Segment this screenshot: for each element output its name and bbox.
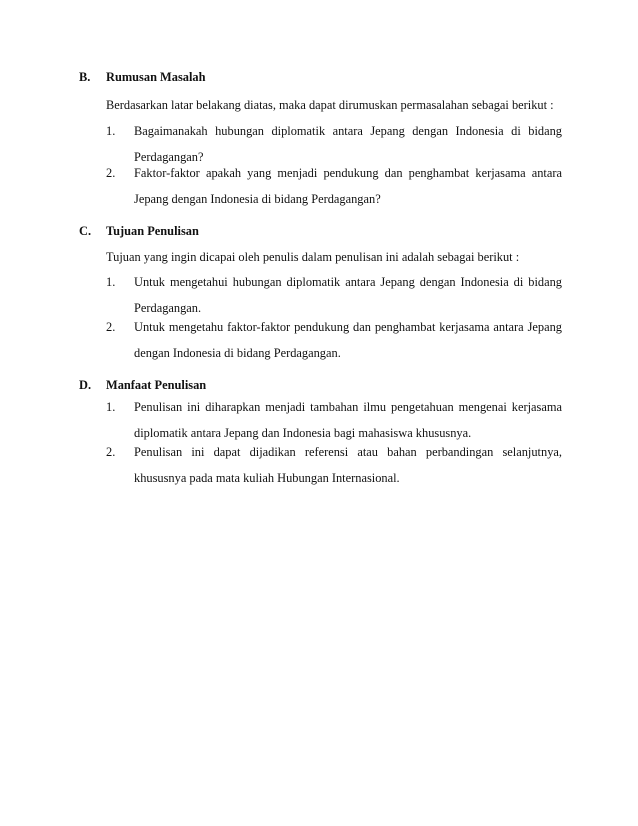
list-item-number: 2. — [106, 445, 116, 459]
section-title: Tujuan Penulisan — [106, 224, 199, 238]
section-intro: Tujuan yang ingin dicapai oleh penulis dalam penulisan ini adalah sebagai berikut : — [106, 250, 520, 264]
section-title: Rumusan Masalah — [106, 70, 206, 84]
list-item-text: Untuk mengetahu faktor-faktor pendukung dan penghambat kerjasama antara Jepang dengan Indonesia di bidang Perdagangan. — [134, 320, 562, 360]
list-item-number: 1. — [106, 400, 116, 414]
section-title: Manfaat Penulisan — [106, 378, 207, 392]
section-letter: B. — [79, 70, 91, 84]
list-item-text: Penulisan ini dapat dijadikan referensi atau bahan perbandingan selanjutnya, khususnya pada mata kuliah Hubungan Internasional. — [134, 445, 562, 485]
list-item-number: 2. — [106, 166, 116, 180]
list-item-number: 1. — [106, 275, 116, 289]
section-intro: Berdasarkan latar belakang diatas, maka dapat dirumuskan permasalahan sebagai berikut : — [106, 98, 554, 112]
section-letter: C. — [79, 224, 92, 238]
section-letter: D. — [79, 378, 92, 392]
list-item-number: 1. — [106, 124, 116, 138]
list-item-text: Faktor-faktor apakah yang menjadi pendukung dan penghambat kerjasama antara Jepang dengan Indonesia di bidang Perdagangan? — [134, 166, 562, 206]
list-item-number: 2. — [106, 320, 116, 334]
list-item-text: Penulisan ini diharapkan menjadi tambahan ilmu pengetahuan mengenai kerjasama diplomatik antara Jepang dan Indonesia bagi mahasiswa khususnya. — [134, 400, 562, 440]
list-item-text: Bagaimanakah hubungan diplomatik antara Jepang dengan Indonesia di bidang Perdagangan? — [134, 124, 562, 164]
list-item-text: Untuk mengetahui hubungan diplomatik antara Jepang dengan Indonesia di bidang Perdagangan. — [134, 275, 562, 315]
